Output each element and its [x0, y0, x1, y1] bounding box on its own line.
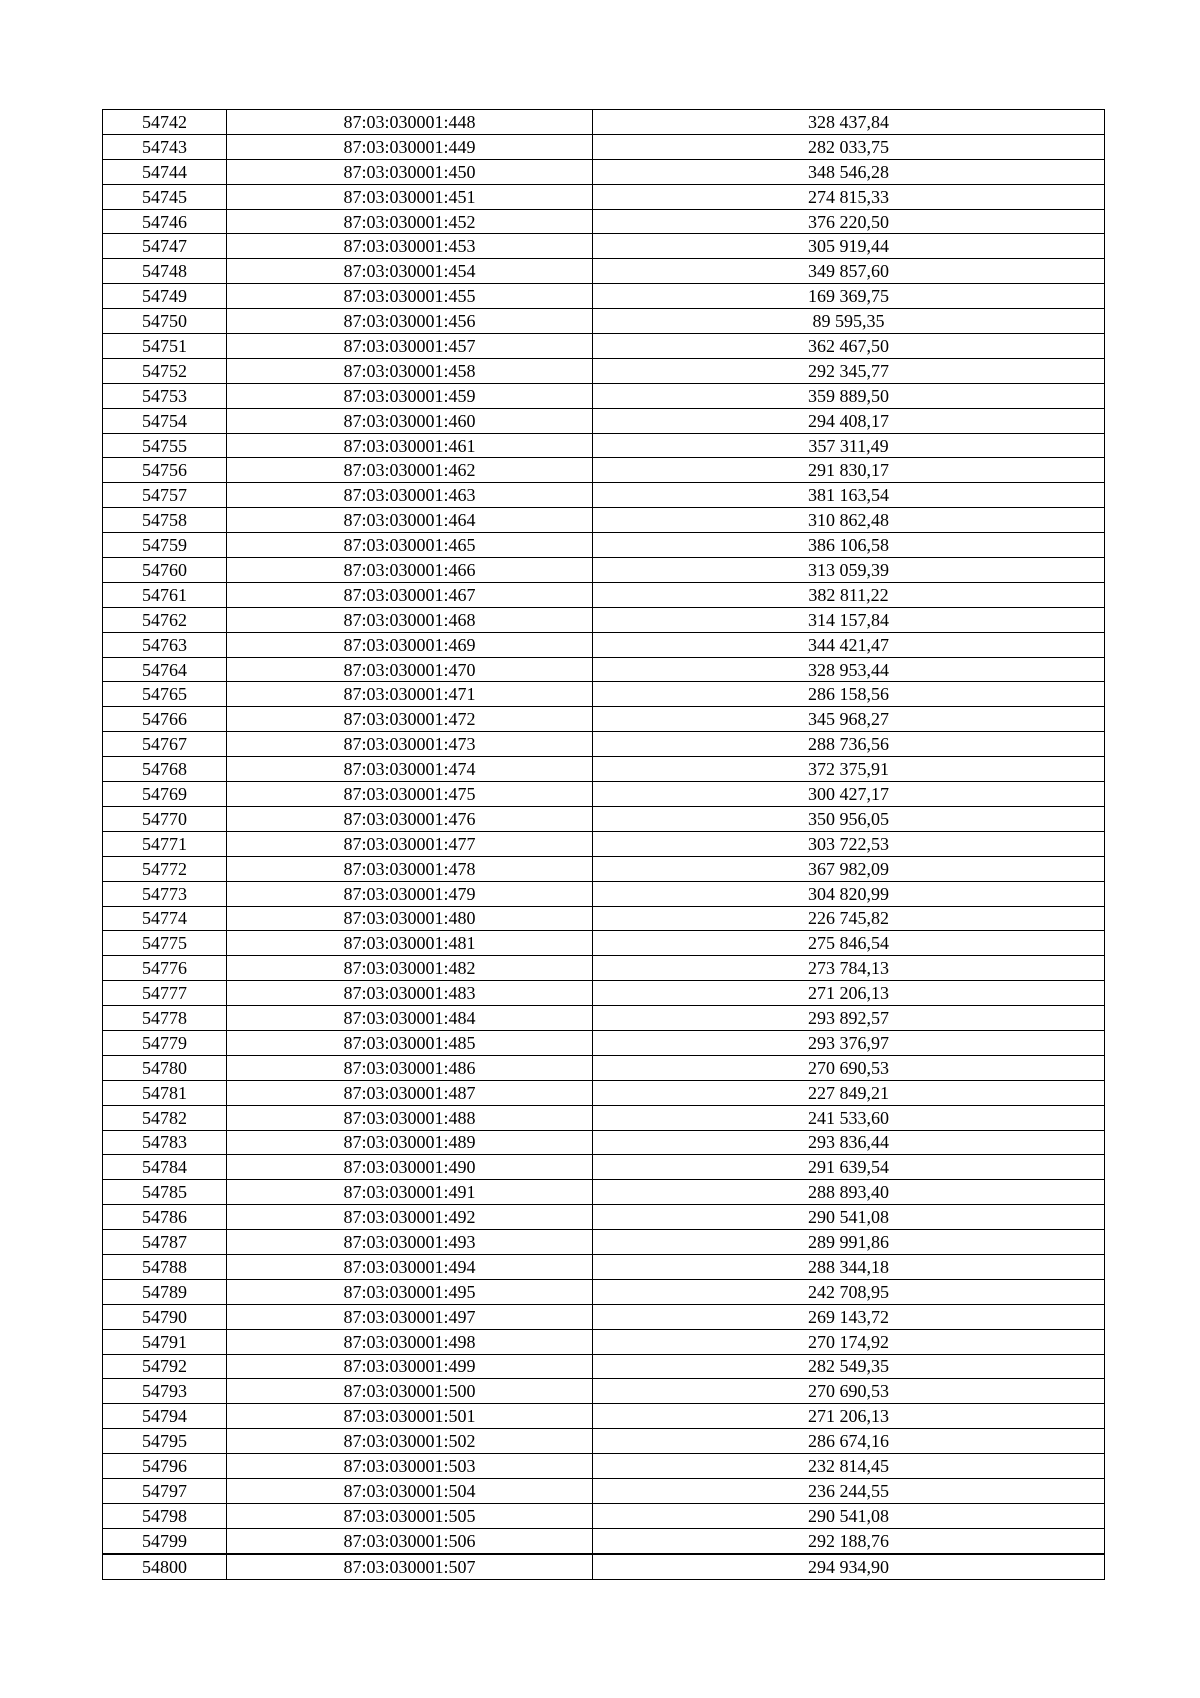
cadastral-value-cell: 232 814,45 — [593, 1454, 1105, 1479]
row-number-cell: 54764 — [103, 657, 227, 682]
cadastral-number-cell: 87:03:030001:487 — [227, 1080, 593, 1105]
row-number-cell: 54742 — [103, 110, 227, 135]
cadastral-value-cell: 310 862,48 — [593, 508, 1105, 533]
row-number-cell: 54757 — [103, 483, 227, 508]
row-number-cell: 54766 — [103, 707, 227, 732]
cadastral-number-cell: 87:03:030001:497 — [227, 1304, 593, 1329]
cadastral-value-cell: 350 956,05 — [593, 806, 1105, 831]
row-number-cell: 54788 — [103, 1254, 227, 1279]
table-row — [103, 508, 1105, 533]
row-number-cell: 54768 — [103, 757, 227, 782]
cadastral-value-cell: 288 893,40 — [593, 1180, 1105, 1205]
cadastral-value-cell: 303 722,53 — [593, 831, 1105, 856]
cadastral-number-cell: 87:03:030001:470 — [227, 657, 593, 682]
row-number-cell: 54793 — [103, 1379, 227, 1404]
table-row — [103, 1130, 1105, 1155]
row-number-cell: 54759 — [103, 533, 227, 558]
cadastral-value-cell: 270 174,92 — [593, 1329, 1105, 1354]
row-number-cell: 54795 — [103, 1429, 227, 1454]
cadastral-value-cell: 241 533,60 — [593, 1105, 1105, 1130]
table-row — [103, 1478, 1105, 1503]
cadastral-number-cell: 87:03:030001:472 — [227, 707, 593, 732]
cadastral-value-cell: 291 830,17 — [593, 458, 1105, 483]
cadastral-number-cell: 87:03:030001:488 — [227, 1105, 593, 1130]
cadastral-number-cell: 87:03:030001:500 — [227, 1379, 593, 1404]
table-row — [103, 1503, 1105, 1528]
cadastral-value-cell: 382 811,22 — [593, 582, 1105, 607]
row-number-cell: 54758 — [103, 508, 227, 533]
cadastral-number-cell: 87:03:030001:473 — [227, 732, 593, 757]
cadastral-number-cell: 87:03:030001:505 — [227, 1503, 593, 1528]
table-row — [103, 931, 1105, 956]
cadastral-number-cell: 87:03:030001:458 — [227, 358, 593, 383]
cadastral-number-cell: 87:03:030001:486 — [227, 1055, 593, 1080]
table-row — [103, 259, 1105, 284]
cadastral-value-cell: 290 541,08 — [593, 1503, 1105, 1528]
table-row — [103, 358, 1105, 383]
cadastral-number-cell: 87:03:030001:495 — [227, 1279, 593, 1304]
table-row — [103, 1080, 1105, 1105]
cadastral-value-cell: 386 106,58 — [593, 533, 1105, 558]
cadastral-number-cell: 87:03:030001:489 — [227, 1130, 593, 1155]
row-number-cell: 54794 — [103, 1404, 227, 1429]
table-row — [103, 1304, 1105, 1329]
cadastral-number-cell: 87:03:030001:501 — [227, 1404, 593, 1429]
row-number-cell: 54796 — [103, 1454, 227, 1479]
cadastral-value-cell: 376 220,50 — [593, 209, 1105, 234]
table-row — [103, 881, 1105, 906]
row-number-cell: 54769 — [103, 782, 227, 807]
row-number-cell: 54784 — [103, 1155, 227, 1180]
cadastral-number-cell: 87:03:030001:478 — [227, 856, 593, 881]
cadastral-value-cell: 271 206,13 — [593, 981, 1105, 1006]
row-number-cell: 54774 — [103, 906, 227, 931]
table-row — [103, 383, 1105, 408]
table-row — [103, 682, 1105, 707]
cadastral-value-cell: 89 595,35 — [593, 309, 1105, 334]
cadastral-value-cell: 236 244,55 — [593, 1478, 1105, 1503]
cadastral-number-cell: 87:03:030001:490 — [227, 1155, 593, 1180]
table-row — [103, 582, 1105, 607]
row-number-cell: 54781 — [103, 1080, 227, 1105]
row-number-cell: 54777 — [103, 981, 227, 1006]
cadastral-number-cell: 87:03:030001:475 — [227, 782, 593, 807]
table-row — [103, 782, 1105, 807]
cadastral-number-cell: 87:03:030001:464 — [227, 508, 593, 533]
table-row — [103, 408, 1105, 433]
cadastral-value-cell: 328 437,84 — [593, 110, 1105, 135]
row-number-cell: 54771 — [103, 831, 227, 856]
cadastral-value-cell: 293 892,57 — [593, 1006, 1105, 1031]
cadastral-value-cell: 226 745,82 — [593, 906, 1105, 931]
cadastral-value-cell: 282 549,35 — [593, 1354, 1105, 1379]
row-number-cell: 54770 — [103, 806, 227, 831]
row-number-cell: 54754 — [103, 408, 227, 433]
cadastral-number-cell: 87:03:030001:463 — [227, 483, 593, 508]
table-row — [103, 1528, 1105, 1553]
table-row — [103, 732, 1105, 757]
row-number-cell: 54755 — [103, 433, 227, 458]
cadastral-value-cell: 372 375,91 — [593, 757, 1105, 782]
row-number-cell: 54786 — [103, 1205, 227, 1230]
cadastral-number-cell: 87:03:030001:480 — [227, 906, 593, 931]
cadastral-number-cell: 87:03:030001:498 — [227, 1329, 593, 1354]
cadastral-number-cell: 87:03:030001:465 — [227, 533, 593, 558]
table-row — [103, 856, 1105, 881]
row-number-cell: 54746 — [103, 209, 227, 234]
table-row — [103, 1030, 1105, 1055]
row-number-cell: 54773 — [103, 881, 227, 906]
row-number-cell: 54772 — [103, 856, 227, 881]
table-row — [103, 1379, 1105, 1404]
cadastral-value-cell: 271 206,13 — [593, 1404, 1105, 1429]
table-row — [103, 159, 1105, 184]
cadastral-value-cell: 349 857,60 — [593, 259, 1105, 284]
cadastral-value-cell: 294 408,17 — [593, 408, 1105, 433]
cadastral-value-cell: 294 934,90 — [593, 1554, 1105, 1579]
row-number-cell: 54778 — [103, 1006, 227, 1031]
table-row — [103, 956, 1105, 981]
table-row — [103, 433, 1105, 458]
table-row — [103, 806, 1105, 831]
row-number-cell: 54776 — [103, 956, 227, 981]
cadastral-value-cell: 293 376,97 — [593, 1030, 1105, 1055]
row-number-cell: 54797 — [103, 1478, 227, 1503]
cadastral-number-cell: 87:03:030001:469 — [227, 632, 593, 657]
table-row — [103, 1404, 1105, 1429]
cadastral-value-cell: 286 158,56 — [593, 682, 1105, 707]
row-number-cell: 54799 — [103, 1528, 227, 1553]
cadastral-value-cell: 288 344,18 — [593, 1254, 1105, 1279]
row-number-cell: 54800 — [103, 1554, 227, 1579]
row-number-cell: 54791 — [103, 1329, 227, 1354]
row-number-cell: 54762 — [103, 607, 227, 632]
table-row — [103, 558, 1105, 583]
row-number-cell: 54775 — [103, 931, 227, 956]
cadastral-number-cell: 87:03:030001:484 — [227, 1006, 593, 1031]
table-row — [103, 1055, 1105, 1080]
table-row — [103, 234, 1105, 259]
cadastral-number-cell: 87:03:030001:499 — [227, 1354, 593, 1379]
row-number-cell: 54743 — [103, 134, 227, 159]
table-row — [103, 981, 1105, 1006]
cadastral-value-cell: 314 157,84 — [593, 607, 1105, 632]
cadastral-number-cell: 87:03:030001:451 — [227, 184, 593, 209]
row-number-cell: 54798 — [103, 1503, 227, 1528]
cadastral-value-cell: 282 033,75 — [593, 134, 1105, 159]
row-number-cell: 54752 — [103, 358, 227, 383]
cadastral-value-cell: 367 982,09 — [593, 856, 1105, 881]
cadastral-number-cell: 87:03:030001:502 — [227, 1429, 593, 1454]
table-row — [103, 906, 1105, 931]
cadastral-number-cell: 87:03:030001:466 — [227, 558, 593, 583]
table-row — [103, 1006, 1105, 1031]
table-row — [103, 458, 1105, 483]
cadastral-number-cell: 87:03:030001:462 — [227, 458, 593, 483]
cadastral-value-cell: 290 541,08 — [593, 1205, 1105, 1230]
row-number-cell: 54765 — [103, 682, 227, 707]
table-row — [103, 309, 1105, 334]
cadastral-number-cell: 87:03:030001:504 — [227, 1478, 593, 1503]
table-row — [103, 110, 1105, 135]
table-row — [103, 707, 1105, 732]
cadastral-value-cell: 328 953,44 — [593, 657, 1105, 682]
cadastral-number-cell: 87:03:030001:457 — [227, 334, 593, 359]
cadastral-number-cell: 87:03:030001:482 — [227, 956, 593, 981]
table-row — [103, 607, 1105, 632]
row-number-cell: 54780 — [103, 1055, 227, 1080]
cadastral-number-cell: 87:03:030001:479 — [227, 881, 593, 906]
cadastral-number-cell: 87:03:030001:483 — [227, 981, 593, 1006]
cadastral-number-cell: 87:03:030001:494 — [227, 1254, 593, 1279]
cadastral-number-cell: 87:03:030001:452 — [227, 209, 593, 234]
row-number-cell: 54750 — [103, 309, 227, 334]
cadastral-number-cell: 87:03:030001:453 — [227, 234, 593, 259]
table-row — [103, 757, 1105, 782]
row-number-cell: 54785 — [103, 1180, 227, 1205]
row-number-cell: 54787 — [103, 1230, 227, 1255]
row-number-cell: 54783 — [103, 1130, 227, 1155]
cadastral-number-cell: 87:03:030001:471 — [227, 682, 593, 707]
cadastral-value-cell: 270 690,53 — [593, 1055, 1105, 1080]
cadastral-number-cell: 87:03:030001:477 — [227, 831, 593, 856]
cadastral-value-cell: 227 849,21 — [593, 1080, 1105, 1105]
table-row — [103, 483, 1105, 508]
table-row — [103, 831, 1105, 856]
cadastral-value-cell: 357 311,49 — [593, 433, 1105, 458]
cadastral-value-cell: 348 546,28 — [593, 159, 1105, 184]
table-row — [103, 334, 1105, 359]
table-row — [103, 1554, 1105, 1579]
row-number-cell: 54792 — [103, 1354, 227, 1379]
row-number-cell: 54753 — [103, 383, 227, 408]
row-number-cell: 54790 — [103, 1304, 227, 1329]
cadastral-number-cell: 87:03:030001:454 — [227, 259, 593, 284]
table-row — [103, 1105, 1105, 1130]
table-row — [103, 1254, 1105, 1279]
cadastral-number-cell: 87:03:030001:503 — [227, 1454, 593, 1479]
cadastral-number-cell: 87:03:030001:455 — [227, 284, 593, 309]
row-number-cell: 54749 — [103, 284, 227, 309]
cadastral-number-cell: 87:03:030001:448 — [227, 110, 593, 135]
row-number-cell: 54751 — [103, 334, 227, 359]
cadastral-value-cell: 242 708,95 — [593, 1279, 1105, 1304]
cadastral-value-cell: 270 690,53 — [593, 1379, 1105, 1404]
row-number-cell: 54767 — [103, 732, 227, 757]
cadastral-number-cell: 87:03:030001:468 — [227, 607, 593, 632]
cadastral-number-cell: 87:03:030001:485 — [227, 1030, 593, 1055]
cadastral-number-cell: 87:03:030001:506 — [227, 1528, 593, 1553]
cadastral-value-cell: 344 421,47 — [593, 632, 1105, 657]
table-row — [103, 1429, 1105, 1454]
table-row — [103, 1454, 1105, 1479]
table-row — [103, 1155, 1105, 1180]
cadastral-number-cell: 87:03:030001:467 — [227, 582, 593, 607]
cadastral-number-cell: 87:03:030001:481 — [227, 931, 593, 956]
row-number-cell: 54789 — [103, 1279, 227, 1304]
cadastral-number-cell: 87:03:030001:507 — [227, 1554, 593, 1579]
cadastral-value-cell: 304 820,99 — [593, 881, 1105, 906]
row-number-cell: 54744 — [103, 159, 227, 184]
table-row — [103, 657, 1105, 682]
cadastral-number-cell: 87:03:030001:474 — [227, 757, 593, 782]
cadastral-value-cell: 359 889,50 — [593, 383, 1105, 408]
table-row — [103, 209, 1105, 234]
cadastral-value-cell: 345 968,27 — [593, 707, 1105, 732]
cadastral-number-cell: 87:03:030001:476 — [227, 806, 593, 831]
cadastral-value-cell: 289 991,86 — [593, 1230, 1105, 1255]
cadastral-value-table — [102, 109, 1105, 1580]
cadastral-value-cell: 274 815,33 — [593, 184, 1105, 209]
cadastral-value-cell: 273 784,13 — [593, 956, 1105, 981]
row-number-cell: 54745 — [103, 184, 227, 209]
cadastral-value-cell: 169 369,75 — [593, 284, 1105, 309]
table-row — [103, 632, 1105, 657]
cadastral-value-cell: 292 188,76 — [593, 1528, 1105, 1553]
cadastral-value-cell: 293 836,44 — [593, 1130, 1105, 1155]
cadastral-value-cell: 313 059,39 — [593, 558, 1105, 583]
cadastral-number-cell: 87:03:030001:449 — [227, 134, 593, 159]
table-row — [103, 1180, 1105, 1205]
table-row — [103, 1230, 1105, 1255]
cadastral-number-cell: 87:03:030001:492 — [227, 1205, 593, 1230]
row-number-cell: 54782 — [103, 1105, 227, 1130]
cadastral-number-cell: 87:03:030001:450 — [227, 159, 593, 184]
table-row — [103, 533, 1105, 558]
table-row — [103, 1279, 1105, 1304]
table-row — [103, 1329, 1105, 1354]
table-row — [103, 1354, 1105, 1379]
table-body — [103, 110, 1105, 1580]
row-number-cell: 54779 — [103, 1030, 227, 1055]
row-number-cell: 54747 — [103, 234, 227, 259]
cadastral-value-cell: 292 345,77 — [593, 358, 1105, 383]
table-row — [103, 184, 1105, 209]
cadastral-value-cell: 305 919,44 — [593, 234, 1105, 259]
cadastral-number-cell: 87:03:030001:456 — [227, 309, 593, 334]
row-number-cell: 54761 — [103, 582, 227, 607]
row-number-cell: 54763 — [103, 632, 227, 657]
row-number-cell: 54756 — [103, 458, 227, 483]
table-row — [103, 284, 1105, 309]
cadastral-value-cell: 291 639,54 — [593, 1155, 1105, 1180]
cadastral-number-cell: 87:03:030001:459 — [227, 383, 593, 408]
cadastral-number-cell: 87:03:030001:491 — [227, 1180, 593, 1205]
cadastral-value-cell: 275 846,54 — [593, 931, 1105, 956]
cadastral-number-cell: 87:03:030001:461 — [227, 433, 593, 458]
table-row — [103, 1205, 1105, 1230]
row-number-cell: 54748 — [103, 259, 227, 284]
cadastral-number-cell: 87:03:030001:493 — [227, 1230, 593, 1255]
row-number-cell: 54760 — [103, 558, 227, 583]
cadastral-value-cell: 288 736,56 — [593, 732, 1105, 757]
cadastral-value-cell: 286 674,16 — [593, 1429, 1105, 1454]
cadastral-value-cell: 362 467,50 — [593, 334, 1105, 359]
cadastral-number-cell: 87:03:030001:460 — [227, 408, 593, 433]
cadastral-value-cell: 381 163,54 — [593, 483, 1105, 508]
cadastral-value-cell: 269 143,72 — [593, 1304, 1105, 1329]
cadastral-value-cell: 300 427,17 — [593, 782, 1105, 807]
table-row — [103, 134, 1105, 159]
